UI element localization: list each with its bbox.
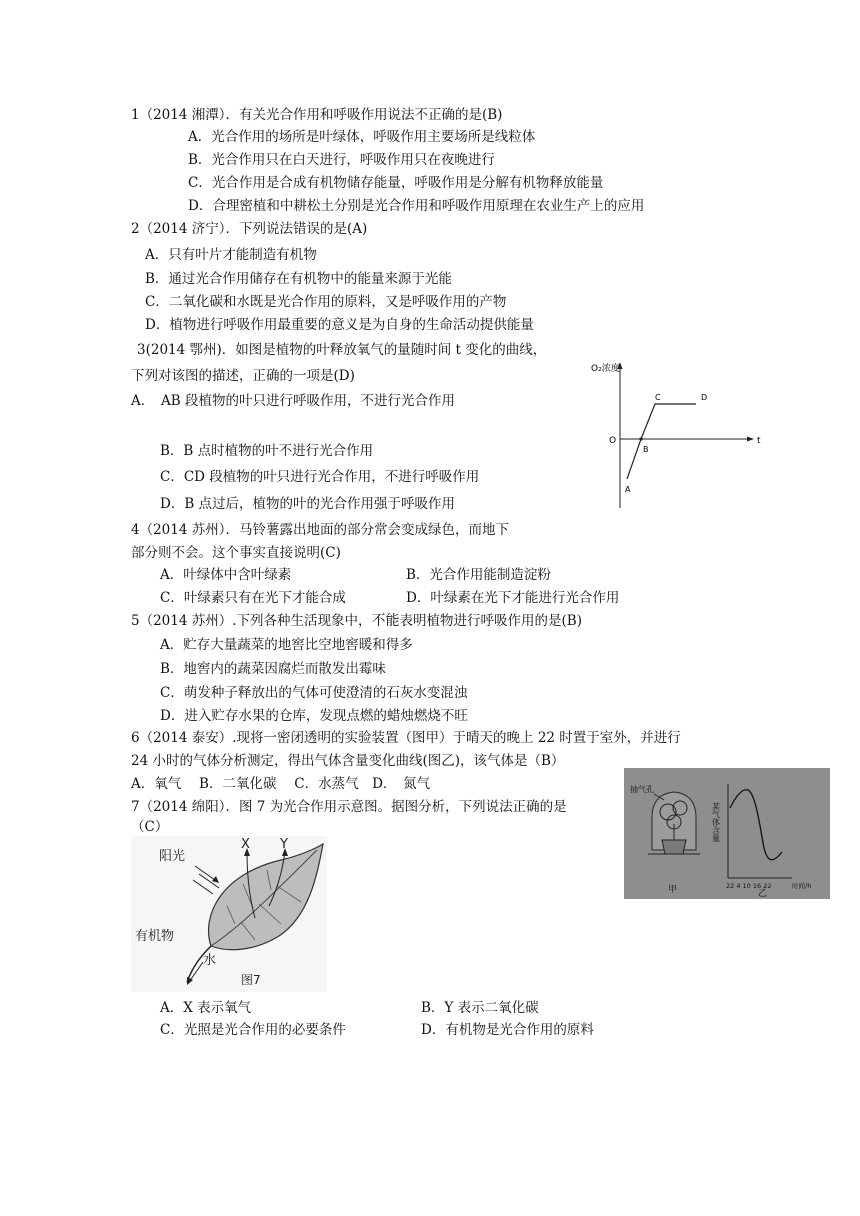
q5-stem-emphasis: 不能 [371, 613, 400, 629]
oxygen-curve [627, 404, 696, 479]
figure-caption: 图7 [241, 973, 261, 987]
q5-option-c: C．萌发种子释放出的气体可使澄清的石灰水变混浊 [160, 685, 468, 701]
x-axis-label: t [757, 436, 761, 446]
label-yi: 乙 [758, 889, 768, 899]
q2-option-c: C．二氧化碳和水既是光合作用的原料，又是呼吸作用的产物 [145, 294, 507, 310]
q2-option-b: B．通过光合作用储存在有机物中的能量来源于光能 [145, 271, 452, 287]
q7-stem-line1: 7（2014 绵阳）．图 7 为光合作用示意图。据图分析，下列说法正确的是 [131, 799, 567, 815]
q2-stem: 2（2014 济宁）．下列说法错误的是(A) [131, 221, 368, 237]
q5-option-b: B．地窖内的蔬菜因腐烂而散发出霉味 [160, 661, 386, 677]
origin-label: O [609, 436, 617, 446]
q5-stem [131, 612, 582, 630]
q3-stem-line1: 3(2014 鄂州)．如图是植物的叶释放氧气的量随时间 t 变化的曲线， [137, 342, 547, 358]
photo-x-ticks: 22 4 10 16 22 [726, 882, 772, 890]
q5-option-d: D．进入贮存水果的仓库，发现点燃的蜡烛燃烧不旺 [160, 708, 468, 724]
y-axis-label: O₂浓度 [591, 364, 620, 374]
oxygen-curve-figure [588, 358, 768, 520]
q2-option-a: A．只有叶片才能制造有机物 [145, 247, 317, 263]
q2-option-d: D．植物进行呼吸作用最重要的意义是为自身的生命活动提供能量 [145, 317, 534, 333]
q3-stem-line2: 下列对该图的描述，正确的一项是(D) [131, 368, 355, 384]
flower-pot [662, 840, 686, 854]
q6-stem-line1: 6（2014 泰安）.现将一密闭透明的实验装置（图甲）于晴天的晚上 22 时置于室外，并进行 [131, 730, 681, 746]
q1-option-a: A．光合作用的场所是叶绿体，呼吸作用主要场所是线粒体 [188, 129, 536, 145]
q6-stem-line2: 24 小时的气体分析测定，得出气体含量变化曲线(图乙)，该气体是（B） [131, 753, 565, 769]
sunlight-label: 阳光 [159, 849, 186, 864]
point-c-label: C [655, 393, 661, 402]
q7-option-a: A．X 表示氧气 [160, 1000, 252, 1016]
q7-option-b: B．Y 表示二氧化碳 [421, 1000, 539, 1016]
q7-option-d: D．有机物是光合作用的原料 [421, 1022, 594, 1038]
q1-option-b: B．光合作用只在白天进行，呼吸作用只在夜晚进行 [188, 152, 495, 168]
point-b-marker [639, 437, 642, 440]
q5-stem-prefix: 5（2014 苏州）.下列各种生活现象中， [131, 613, 372, 629]
port-label: 抽气孔 [630, 785, 654, 794]
photo-y-axis-label: 某气体含量 [711, 802, 721, 842]
q6-options: A．氧气 B．二氧化碳 C．水蒸气 D． 氮气 [131, 776, 431, 792]
q5-option-a: A．贮存大量蔬菜的地窖比空地窖暖和得多 [160, 637, 413, 653]
q5-stem-suffix: 表明植物进行呼吸作用的是(B) [399, 613, 582, 629]
q7-option-c: C．光照是光合作用的必要条件 [160, 1022, 346, 1038]
q3-option-b: B．B 点时植物的叶不进行光合作用 [160, 443, 374, 459]
point-a-label: A [625, 485, 631, 494]
point-b-label: B [643, 445, 649, 454]
q4-option-c: C．叶绿素只有在光下才能合成 [160, 590, 346, 606]
q4-stem-line2: 部分则不会。这个事实直接说明(C) [131, 545, 341, 561]
x-axis-arrow [747, 437, 754, 442]
q3-option-a: A． AB 段植物的叶只进行呼吸作用，不进行光合作用 [131, 393, 455, 409]
organic-matter-label: 有机物 [135, 929, 175, 944]
q1-option-d: D．合理密植和中耕松土分别是光合作用和呼吸作用原理在农业生产上的应用 [188, 198, 645, 214]
q4-option-d: D．叶绿素在光下才能进行光合作用 [406, 590, 620, 606]
y-label: Y [280, 837, 288, 852]
q3-option-d: D．B 点过后，植物的叶的光合作用强于呼吸作用 [160, 496, 456, 512]
x-label: X [241, 837, 250, 852]
q1-stem: 1（2014 湘潭）．有关光合作用和呼吸作用说法不正确的是(B) [131, 107, 503, 123]
water-label: 水 [203, 953, 217, 968]
photo-x-axis-label: 时间/h [792, 882, 812, 890]
q4-option-a: A．叶绿体中含叶绿素 [160, 567, 292, 583]
q3-option-c: C．CD 段植物的叶只进行光合作用，不进行呼吸作用 [160, 469, 480, 485]
label-jia: 甲 [668, 885, 678, 895]
q4-stem-line1: 4（2014 苏州）．马铃薯露出地面的部分常会变成绿色，而地下 [131, 522, 509, 538]
point-d-label: D [701, 393, 708, 402]
photosynthesis-leaf-figure [131, 836, 327, 992]
q1-option-c: C．光合作用是合成有机物储存能量，呼吸作用是分解有机物释放能量 [188, 175, 604, 191]
q7-stem-line2: （C） [131, 819, 169, 835]
apparatus-photo-figure [624, 768, 830, 899]
q4-option-b: B．光合作用能制造淀粉 [406, 567, 551, 583]
